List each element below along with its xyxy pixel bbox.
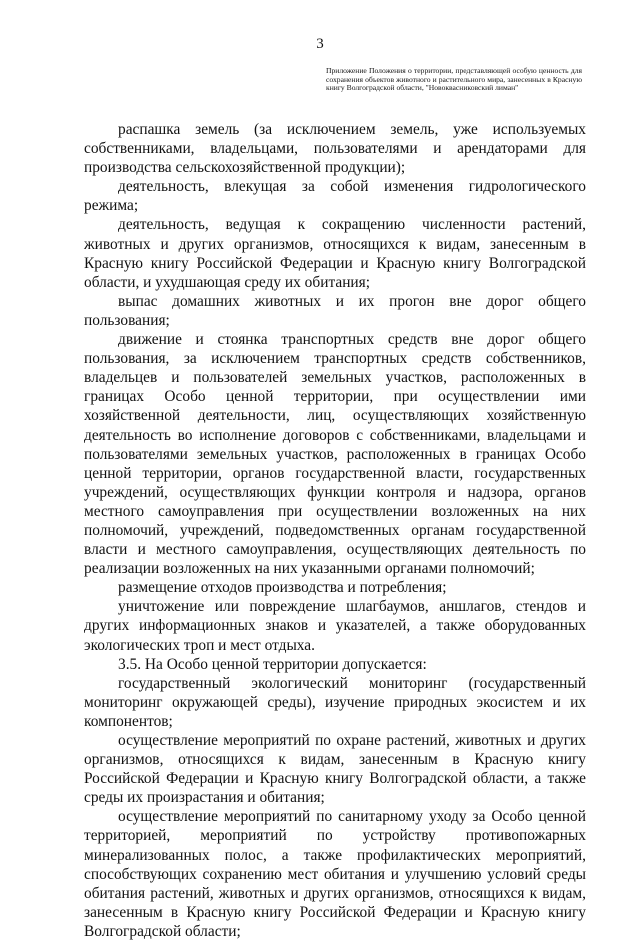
paragraph-hydrological-regime: деятельность, влекущая за собой изменения гидрологического режима; [84,178,586,215]
page-number: 3 [316,36,324,52]
section-3-5-heading: 3.5. На Особо ценной территории допускается: [118,655,427,673]
appendix-header-note: Приложение Положения о территории, представляющей особую ценность для сохранения объектов животного и растительного мира, занесенных в Красную книгу Волгоградской области, "Новоквасниковский лиман" [326,66,582,93]
paragraph-population-reduction: деятельность, ведущая к сокращению численности растений, животных и других организмов, относящихся к видам, занесенным в Красную книгу Российской Федерации и Красную книгу Волгоградской области, и ухудшающая среду их обитания; [84,216,586,291]
paragraph-sign-damage: уничтожение или повреждение шлагбаумов, аншлагов, стендов и других информационных знаков и указателей, а также оборудованных экологических троп и мест отдыха. [84,598,586,654]
paragraph-vehicle-movement: движение и стоянка транспортных средств вне дорог общего пользования, за исключением транспортных средств собственников, владельцев и пользователей земельных участков, расположенных в границах Особо ценной территории, при осуществлении ими хозяйственной деятельности, лиц, осуществляющих хозяйственную деятельность во исполнение договоров с собственниками, владельцами и пользователями земельных участков, расположенных в границах Особо ценной территории, органов государственной власти, государственных учреждений, осуществляющих функции контроля и надзора, органов местного самоуправления при осуществлении возложенных на них полномочий, учреждений, подведомственных органам государственной власти и местного самоуправления, осуществляющих деятельность по реализации возложенных на них указанными органами полномочий; [84,331,586,578]
paragraph-ecological-monitoring: государственный экологический мониторинг (государственный мониторинг окружающей среды), изучение природных экосистем и их компонентов; [84,674,586,730]
paragraph-sanitary-care: осуществление мероприятий по санитарному уходу за Особо ценной территорией, мероприятий по устройству противопожарных минерализованных полос, а также профилактических мероприятий, способствующих сохранению мест обитания и улучшению условий среды обитания растений, животных и других организмов, относящихся к видам, занесенным в Красную книгу Российской Федерации и Красную книгу Волгоградской области; [84,808,586,940]
paragraph-protection-measures: осуществление мероприятий по охране растений, животных и других организмов, относящихся к видам, занесенным в Красную книгу Российской Федерации и Красную книгу Волгоградской области, а также среды их произрастания и обитания; [84,732,586,807]
document-body [84,120,586,941]
paragraph-land-plowing: распашка земель (за исключением земель, уже используемых собственниками, владельцами, пользователями и арендаторами для производства сельскохозяйственной продукции); [84,121,586,177]
paragraph-livestock-grazing: выпас домашних животных и их прогон вне дорог общего пользования; [84,292,586,329]
paragraph-waste-disposal: размещение отходов производства и потребления; [118,579,447,597]
